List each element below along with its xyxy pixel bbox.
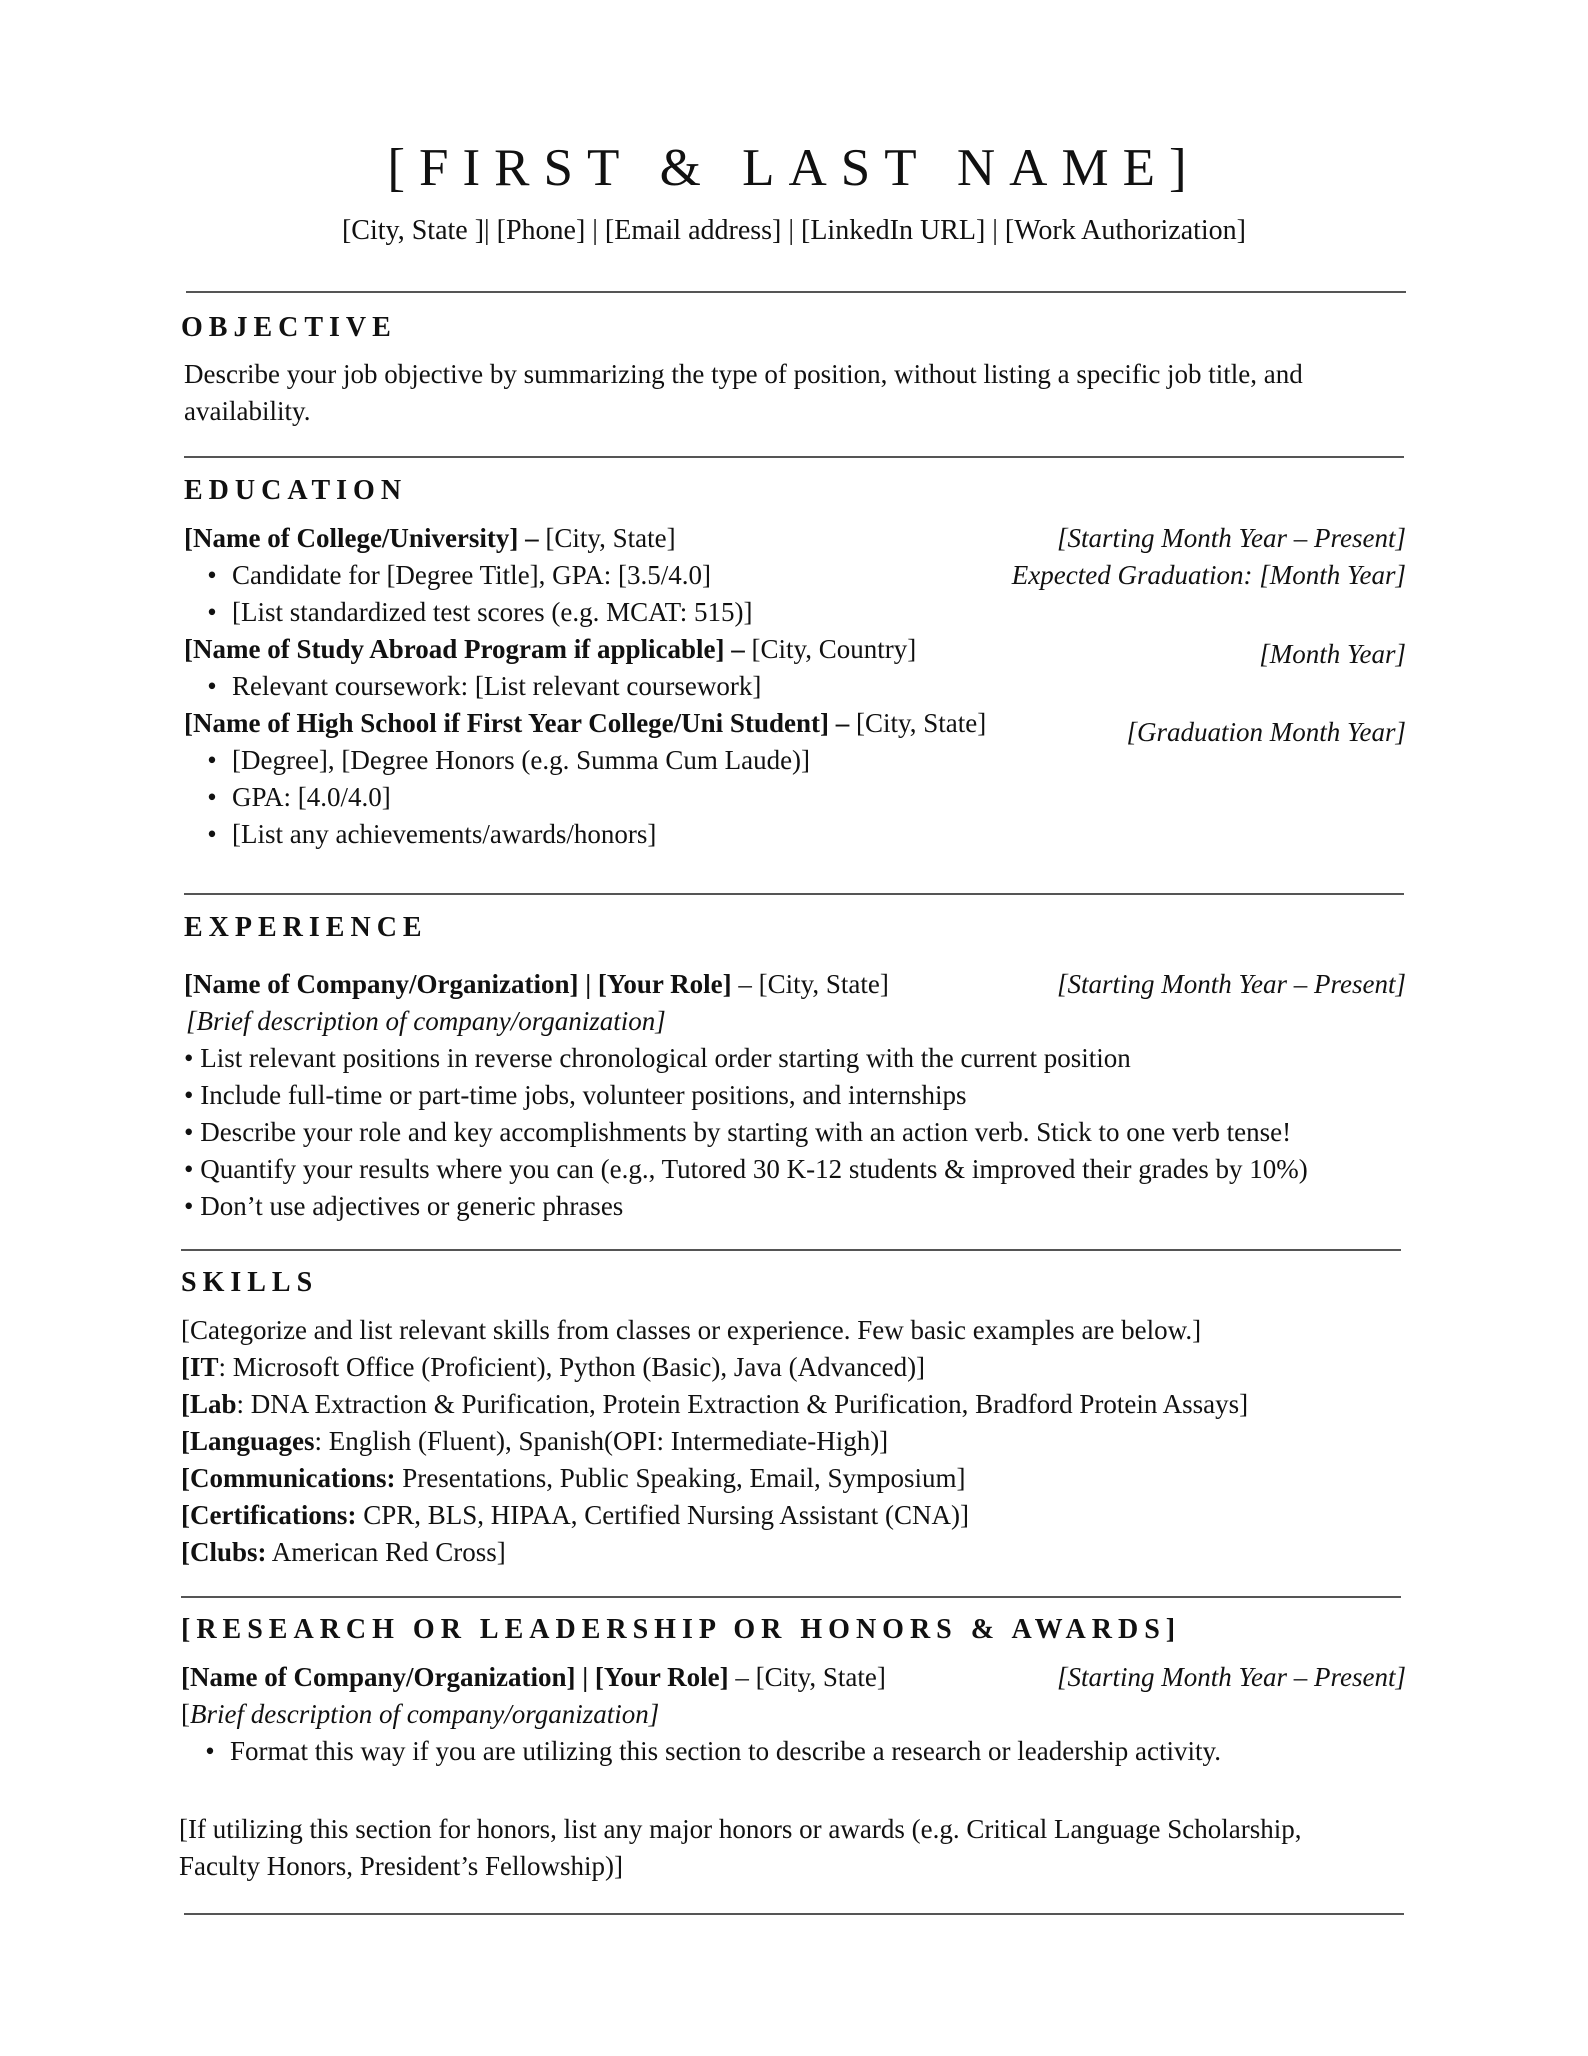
bullet-icon: •: [207, 782, 217, 812]
research-description: [Brief description of company/organization]: [181, 1699, 660, 1729]
bullet-icon: •: [207, 560, 217, 590]
experience-org: [Name of Company/Organization] | [Your Role]: [184, 969, 732, 999]
divider-skills: [181, 1596, 1401, 1598]
highschool-location: [City, State]: [849, 708, 987, 738]
research-org: [Name of Company/Organization] | [Your Role]: [181, 1662, 729, 1692]
divider-education: [184, 893, 1404, 895]
candidate-name: [FIRST & LAST NAME]: [387, 139, 1201, 197]
objective-heading: OBJECTIVE: [181, 312, 397, 343]
experience-bullet-3: • Describe your role and key accomplishments by starting with an action verb. Stick to one verb tense!: [184, 1117, 1292, 1147]
bullet-icon: •: [207, 745, 217, 775]
skill-it: [IT: Microsoft Office (Proficient), Python (Basic), Java (Advanced)]: [181, 1352, 926, 1382]
experience-dates: [Starting Month Year – Present]: [1056, 969, 1406, 999]
abroad-name: [Name of Study Abroad Program if applicable] –: [184, 634, 745, 664]
skills-heading: SKILLS: [181, 1267, 319, 1298]
objective-line-2: availability.: [184, 396, 311, 426]
skill-certifications: [Certifications: CPR, BLS, HIPAA, Certified Nursing Assistant (CNA)]: [181, 1500, 969, 1530]
divider-experience: [181, 1249, 1401, 1251]
divider-research: [184, 1913, 1404, 1915]
highschool-bullet-3: • [List any achievements/awards/honors]: [200, 816, 656, 853]
highschool-bullet-1: • [Degree], [Degree Honors (e.g. Summa Cum Laude)]: [200, 742, 810, 779]
college-bullet-2: • [List standardized test scores (e.g. MCAT: 515)]: [200, 594, 753, 631]
research-heading: [RESEARCH OR LEADERSHIP OR HONORS & AWARDS]: [181, 1614, 1182, 1645]
honors-line-2: Faculty Honors, President’s Fellowship)]: [179, 1851, 623, 1881]
highschool-bullet-2: • GPA: [4.0/4.0]: [200, 779, 391, 816]
objective-line-1: Describe your job objective by summarizing the type of position, without listing a specific job title, and: [184, 359, 1303, 389]
abroad-line: [184, 631, 916, 668]
college-bullet-1: • Candidate for [Degree Title], GPA: [3.5/4.0]: [200, 557, 711, 594]
divider-objective: [184, 456, 1404, 458]
college-dates: [Starting Month Year – Present]: [1056, 523, 1406, 553]
research-org-line: [181, 1659, 886, 1696]
highschool-dates: [Graduation Month Year]: [1126, 717, 1406, 747]
skill-languages: [Languages: English (Fluent), Spanish(OPI: Intermediate-High)]: [181, 1426, 889, 1456]
highschool-line: [184, 705, 986, 742]
bullet-icon: •: [207, 597, 217, 627]
skills-intro: [Categorize and list relevant skills from classes or experience. Few basic examples are below.]: [181, 1315, 1202, 1345]
abroad-dates: [Month Year]: [1259, 639, 1406, 669]
college-line: [184, 520, 676, 557]
abroad-bullet-1: • Relevant coursework: [List relevant coursework]: [200, 668, 761, 705]
divider-header: [186, 291, 1406, 293]
bullet-icon: •: [207, 671, 217, 701]
experience-location: – [City, State]: [731, 969, 889, 999]
research-bullet-1: • Format this way if you are utilizing this section to describe a research or leadership activity.: [198, 1733, 1221, 1770]
contact-line: [City, State ]| [Phone] | [Email address] | [LinkedIn URL] | [Work Authorization]: [341, 215, 1247, 246]
expected-graduation: Expected Graduation: [Month Year]: [1011, 560, 1406, 590]
experience-bullet-4: • Quantify your results where you can (e.g., Tutored 30 K-12 students & improved their grades by 10%): [184, 1154, 1308, 1184]
education-heading: EDUCATION: [184, 475, 408, 506]
college-location: [City, State]: [538, 523, 676, 553]
research-dates: [Starting Month Year – Present]: [1056, 1662, 1406, 1692]
college-name: [Name of College/University] –: [184, 523, 539, 553]
experience-bullet-5: • Don’t use adjectives or generic phrases: [184, 1191, 624, 1221]
experience-org-line: [184, 966, 889, 1003]
skill-communications: [Communications: Presentations, Public Speaking, Email, Symposium]: [181, 1463, 966, 1493]
experience-bullet-1: • List relevant positions in reverse chronological order starting with the current position: [184, 1043, 1131, 1073]
abroad-location: [City, Country]: [744, 634, 917, 664]
skill-clubs: [Clubs: American Red Cross]: [181, 1537, 506, 1567]
bullet-icon: •: [205, 1736, 215, 1766]
experience-heading: EXPERIENCE: [184, 912, 428, 943]
honors-line-1: [If utilizing this section for honors, list any major honors or awards (e.g. Critical Language Scholarship,: [179, 1814, 1302, 1844]
skill-lab: [Lab: DNA Extraction & Purification, Protein Extraction & Purification, Bradford Protein Assays]: [181, 1389, 1249, 1419]
research-location: – [City, State]: [728, 1662, 886, 1692]
experience-bullet-2: • Include full-time or part-time jobs, volunteer positions, and internships: [184, 1080, 967, 1110]
bullet-icon: •: [207, 819, 217, 849]
experience-description: [Brief description of company/organization]: [186, 1006, 666, 1036]
highschool-name: [Name of High School if First Year College/Uni Student] –: [184, 708, 850, 738]
